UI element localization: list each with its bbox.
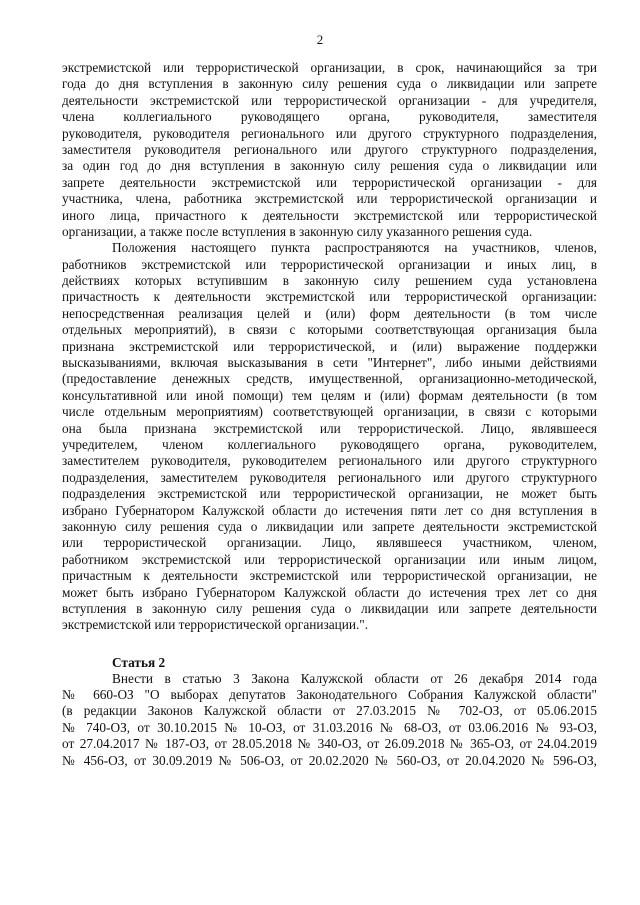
text-line: экстремистской или террористической организации.". (62, 617, 369, 633)
text-line: № 740-ОЗ, от 30.10.2015 № 10-ОЗ, от 31.03.2016 № 68-ОЗ, от 03.06.2016 № 93-ОЗ, (62, 719, 597, 735)
text-line: подразделения экстремистской или террористической организации, не может быть (62, 486, 597, 502)
text-line: Внести в статью 3 Закона Калужской области от 26 декабря 2014 года (112, 670, 597, 686)
text-line: непосредственная реализация целей и (или) форм деятельности (в том числе (62, 305, 597, 321)
text-line: подразделения, заместителем руководителя регионального или другого структурного (62, 469, 597, 485)
text-line: (в редакции Законов Калужской области от 27.03.2015 № 702-ОЗ, от 05.06.2015 (62, 703, 597, 719)
document-body (62, 60, 597, 769)
text-line: за один год до дня вступления в законную силу решения суда о ликвидации или (62, 158, 597, 174)
text-line: Положения настоящего пункта распространяются на участников, членов, (112, 240, 597, 256)
text-line: заместителя руководителя регионального или другого структурного подразделения, (62, 141, 597, 157)
article-heading: Статья 2 (112, 654, 166, 670)
text-line: может быть избрано Губернатором Калужской области до истечения трех лет со дня (62, 584, 597, 600)
text-line: (предоставление денежных средств, имущественной, организационно-методической, (62, 371, 597, 387)
text-line: № 660-ОЗ "О выборах депутатов Законодательного Собрания Калужской области" (62, 687, 597, 703)
text-line: иного лица, причастного к деятельности экстремистской или террористической (62, 207, 597, 223)
text-line: консультативной или иной помощи) тем целям и (или) формам деятельности (в том (62, 387, 597, 403)
paragraph-2 (62, 240, 597, 633)
text-line: действиях которых вступившим в законную силу решением суда установлена (62, 273, 597, 289)
text-line: участника, члена, работника экстремистской или террористической организации и (62, 191, 597, 207)
text-line: отдельных мероприятий), в связи с которыми соответствующая организация была (62, 322, 597, 338)
paragraph-3 (62, 671, 597, 769)
text-line: от 27.04.2017 № 187-ОЗ, от 28.05.2018 № 340-ОЗ, от 26.09.2018 № 365-ОЗ, от 24.04.2019 (62, 736, 597, 752)
text-line: деятельности экстремистской или террористической организации - для учредителя, (62, 92, 597, 108)
text-line: учредителем, членом коллегиального руководящего органа, руководителем, (62, 436, 597, 452)
text-line: № 456-ОЗ, от 30.09.2019 № 506-ОЗ, от 20.02.2020 № 560-ОЗ, от 20.04.2020 № 596-ОЗ, (62, 752, 597, 768)
text-line: высказываниями, включая высказывания в сети "Интернет", либо иными действиями (62, 355, 597, 371)
text-line: запрете деятельности экстремистской или террористической организации - для (62, 174, 597, 190)
text-line: избрано Губернатором Калужской области до истечения пяти лет со дня вступления в (62, 502, 597, 518)
page-number: 2 (316, 32, 324, 47)
text-line: работников экстремистской или террористической организации и иных лиц, в (62, 256, 597, 272)
text-line: причастным к деятельности экстремистской или террористической организации, не (62, 568, 597, 584)
text-line: она была признана экстремистской или террористической. Лицо, являвшееся (62, 420, 597, 436)
text-line: работником экстремистской или террористической организации или иным лицом, (62, 551, 597, 567)
text-line: причастность к деятельности экстремистской или террористической организации: (62, 289, 597, 305)
text-line: признана экстремистской или террористической, и (или) выражение поддержки (62, 338, 597, 354)
text-line: года до дня вступления в законную силу решения суда о ликвидации или запрете (62, 76, 597, 92)
text-line: законную силу решения суда о ликвидации или запрете деятельности экстремистской (62, 518, 597, 534)
text-line: или террористической организации. Лицо, являвшееся участником, членом, (62, 535, 597, 551)
text-line: числе отдельным мероприятиям) соответствующей организации, в связи с которыми (62, 404, 597, 420)
paragraph-1 (62, 60, 597, 240)
text-line: члена коллегиального руководящего органа, руководителя, заместителя (62, 109, 597, 125)
text-line: организации, а также после вступления в законную силу указанного решения суда. (62, 223, 533, 239)
text-line: заместителем руководителя, руководителем регионального или другого структурного (62, 453, 597, 469)
text-line: вступления в законную силу решения суда о ликвидации или запрете деятельности (62, 600, 597, 616)
text-line: экстремистской или террористической организации, в срок, начинающийся за три (62, 60, 597, 75)
text-line: руководителя, руководителя регионального или другого структурного подразделения, (62, 125, 597, 141)
